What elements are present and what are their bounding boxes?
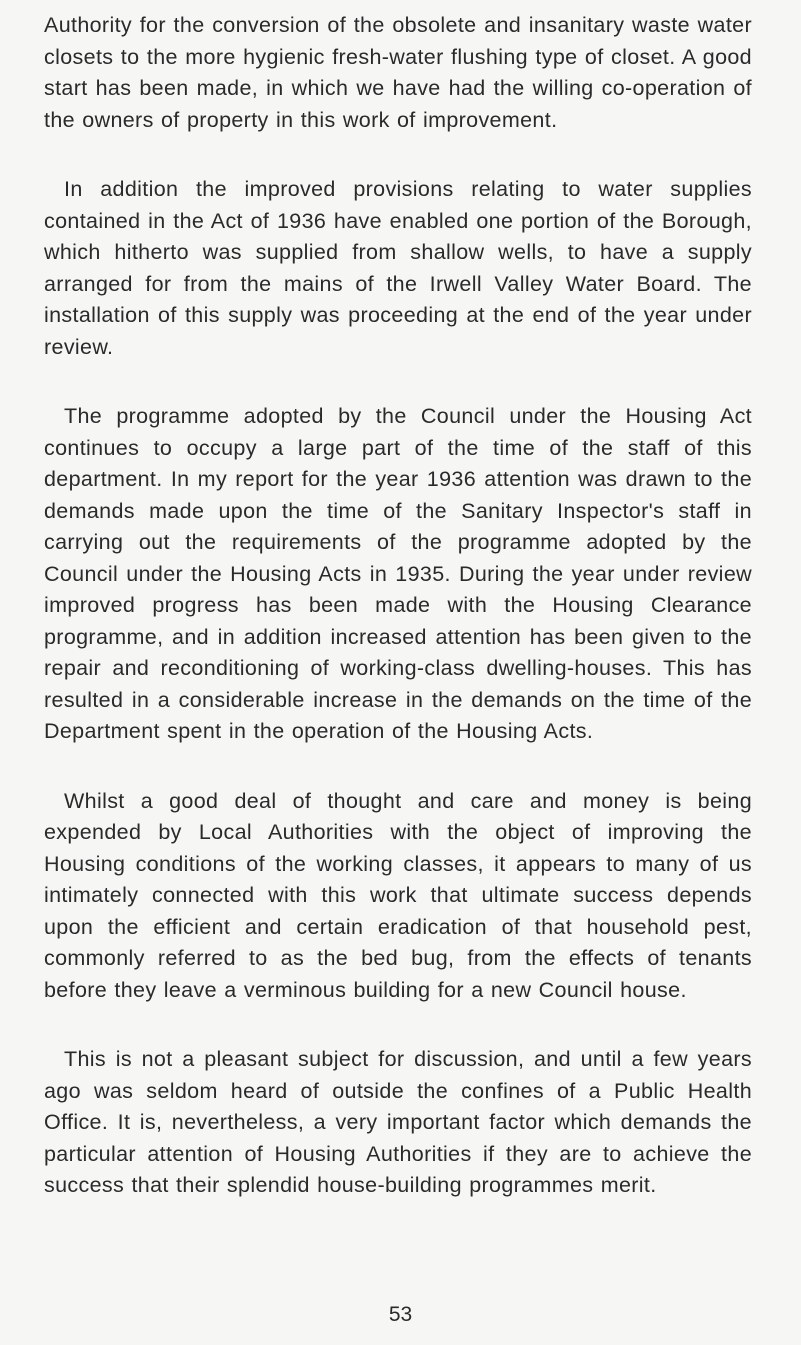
document-page — [44, 10, 752, 1240]
paragraph-housing-programme: The programme adopted by the Council under the Housing Act continues to occupy a large part of the time of the staff of this department. In my report for the year 1936 attention was drawn to the demands made upon the time of the Sanitary Inspector's staff in carrying out the requirements of the programme adopted by the Council under the Housing Acts in 1935. During the year under review improved progress has been made with the Housing Clearance programme, and in addition increased attention has been given to the repair and reconditioning of working-class dwelling-houses. This has resulted in a considerable increase in the demands on the time of the Department spent in the operation of the Housing Acts. — [44, 404, 752, 743]
page-number: 53 — [388, 1303, 413, 1326]
paragraph-public-health: This is not a pleasant subject for discussion, and until a few years ago was seldom heard of outside the confines of a Public Health Office. It is, nevertheless, a very important factor which demands the particular attention of Housing Authorities if they are to achieve the success that their splendid house-building programmes merit. — [44, 1047, 752, 1197]
paragraph-conversion-closets: Authority for the conversion of the obsolete and insanitary waste water closets to the more hygienic fresh-water flushing type of closet. A good start has been made, in which we have had the willing co-operation of the owners of property in this work of improvement. — [44, 13, 752, 132]
paragraph-water-supplies: In addition the improved provisions relating to water supplies contained in the Act of 1936 have enabled one portion of the Borough, which hitherto was supplied from shallow wells, to have a supply arranged for from the mains of the Irwell Valley Water Board. The installation of this supply was proceeding at the end of the year under review. — [44, 177, 752, 359]
paragraph-bed-bug-eradication: Whilst a good deal of thought and care and money is being expended by Local Authorities with the object of improving the Housing conditions of the working classes, it appears to many of us intimately connected with this work that ultimate success depends upon the efficient and certain eradication of that household pest, commonly referred to as the bed bug, from the effects of tenants before they leave a verminous building for a new Council house. — [44, 788, 752, 1002]
